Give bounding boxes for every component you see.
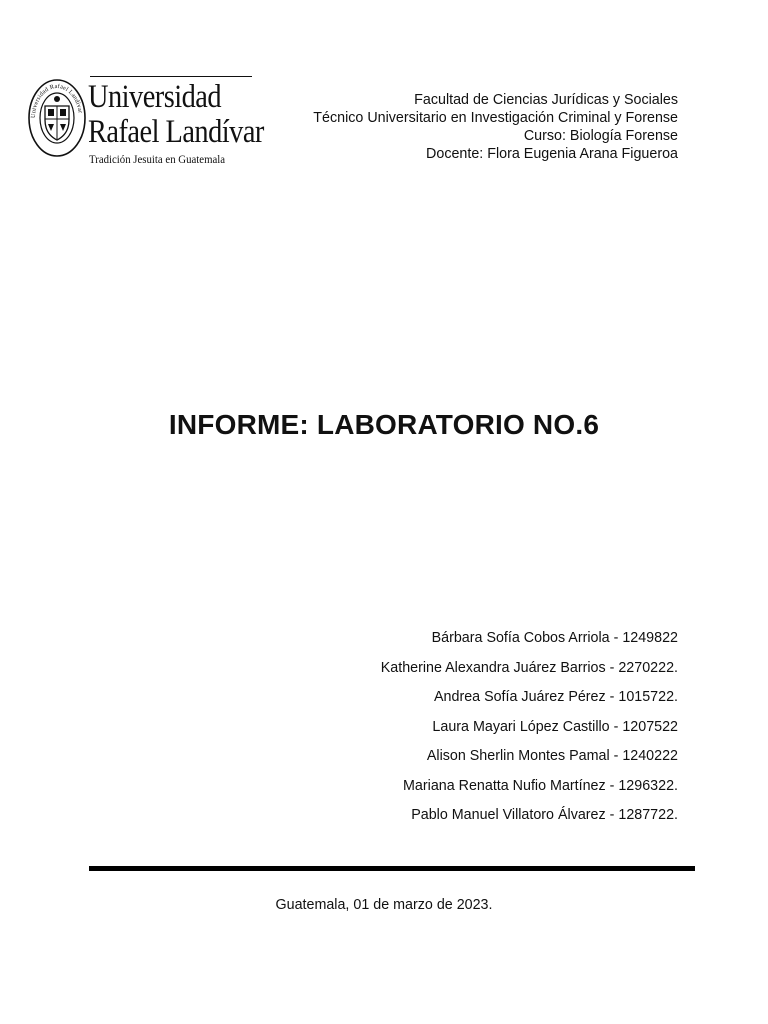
faculty-name: Facultad de Ciencias Jurídicas y Sociales <box>414 92 678 108</box>
logo-university-name-line2: Rafael Landívar <box>88 114 264 150</box>
logo-tagline: Tradición Jesuita en Guatemala <box>89 152 226 166</box>
student-list <box>381 629 678 836</box>
university-logo <box>28 76 278 168</box>
student-item: Pablo Manuel Villatoro Álvarez - 1287722. <box>411 807 678 823</box>
logo-rule <box>90 76 252 77</box>
logo-university-name-line1: Universidad <box>88 79 222 115</box>
teacher-name: Docente: Flora Eugenia Arana Figueroa <box>426 146 678 162</box>
document-title: INFORME: LABORATORIO NO.6 <box>168 409 600 440</box>
student-item: Alison Sherlin Montes Pamal - 1240222 <box>426 748 678 764</box>
student-item: Katherine Alexandra Juárez Barrios - 2270222. <box>380 659 678 676</box>
course-name: Curso: Biología Forense <box>523 128 678 144</box>
student-item: Andrea Sofía Juárez Pérez - 1015722. <box>434 689 678 705</box>
student-item: Bárbara Sofía Cobos Arriola - 1249822 <box>431 630 678 646</box>
footer-date: Guatemala, 01 de marzo de 2023. <box>275 897 493 913</box>
student-item: Laura Mayari López Castillo - 1207522 <box>432 718 678 735</box>
section-divider <box>89 866 695 871</box>
student-item: Mariana Renatta Nufio Martínez - 1296322. <box>403 777 678 794</box>
header-info <box>313 91 678 163</box>
seal-text: Universidad Rafael Landívar <box>29 82 84 119</box>
university-seal-icon <box>28 78 86 158</box>
program-name: Técnico Universitario en Investigación Criminal y Forense <box>313 110 678 126</box>
